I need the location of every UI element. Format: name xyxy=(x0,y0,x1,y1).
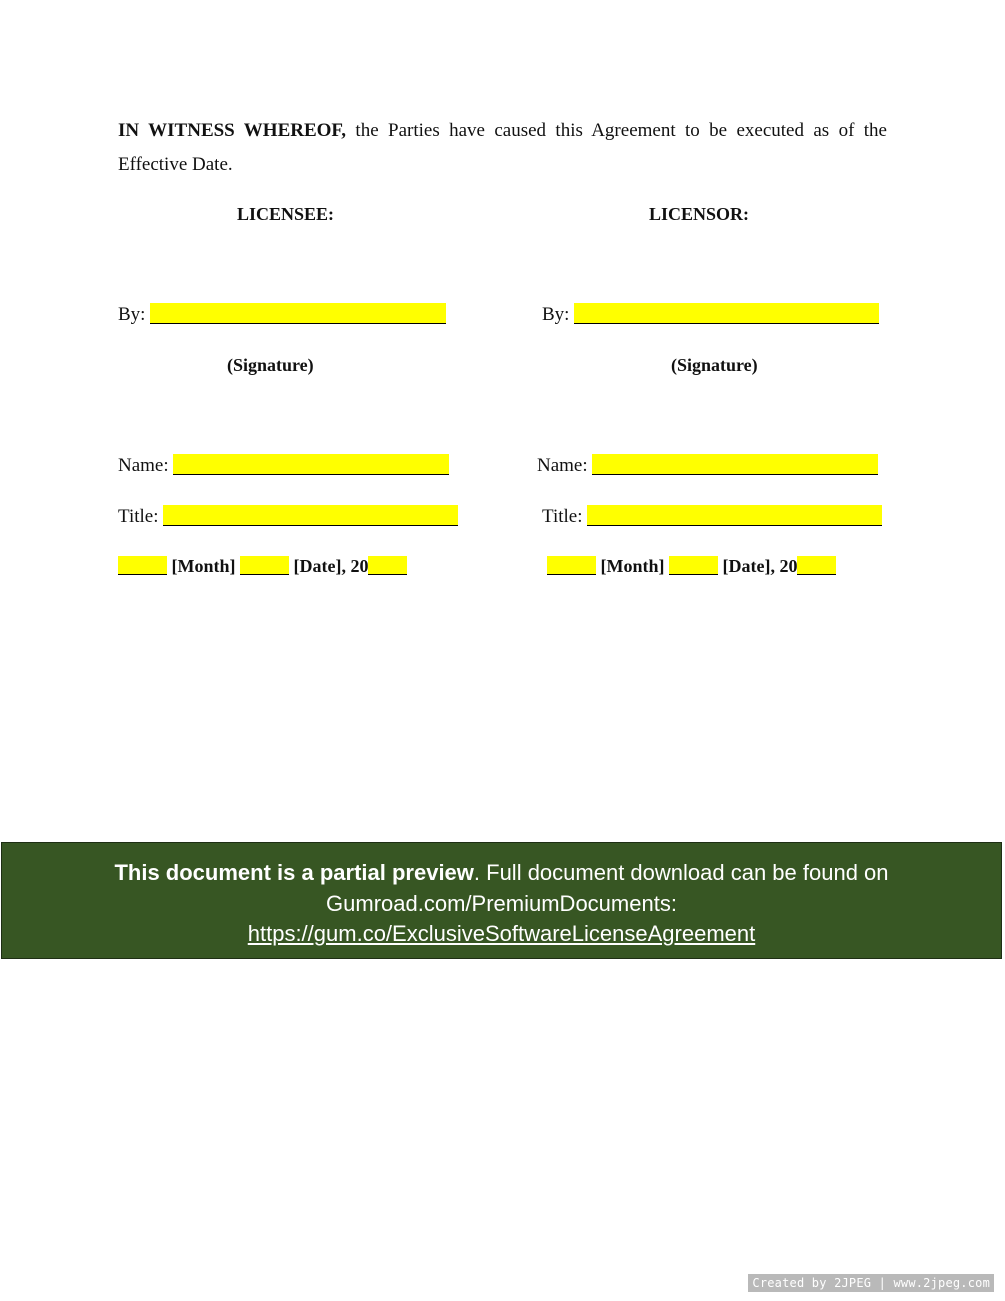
licensor-by-line xyxy=(542,303,879,326)
licensee-title-line xyxy=(118,505,458,528)
licensor-name-label: Name: xyxy=(537,455,588,476)
licensee-day-field[interactable] xyxy=(240,556,289,575)
licensee-year-field[interactable] xyxy=(368,556,407,575)
licensor-date-label: [Date], 20 xyxy=(722,556,798,576)
licensee-date-label: [Date], 20 xyxy=(293,556,369,576)
licensor-day-field[interactable] xyxy=(669,556,718,575)
licensor-heading: LICENSOR: xyxy=(649,204,750,224)
witness-paragraph xyxy=(118,114,887,182)
watermark-footer: Created by 2JPEG | www.2jpeg.com xyxy=(748,1274,994,1292)
licensee-month-field[interactable] xyxy=(118,556,167,575)
licensee-title-field[interactable] xyxy=(163,505,458,526)
banner-link[interactable]: https://gum.co/ExclusiveSoftwareLicenseAgreement xyxy=(247,921,756,946)
licensor-title-label: Title: xyxy=(542,506,583,527)
preview-banner xyxy=(1,842,1002,959)
licensor-title-field[interactable] xyxy=(587,505,882,526)
witness-bold: IN WITNESS WHEREOF, xyxy=(118,120,347,141)
witness-text: the Parties have caused this Agreement to be executed as of the Effective Date. xyxy=(118,120,887,175)
licensee-name-field[interactable] xyxy=(173,454,449,475)
licensor-by-field[interactable] xyxy=(574,303,879,324)
licensee-date-line xyxy=(118,556,407,577)
licensee-by-field[interactable] xyxy=(150,303,446,324)
banner-line-1 xyxy=(2,858,1001,889)
licensee-month-label: [Month] xyxy=(171,556,236,576)
banner-text: . Full document download can be found on xyxy=(473,860,889,885)
licensor-by-label: By: xyxy=(542,304,570,325)
licensor-signature-label: (Signature) xyxy=(671,355,758,375)
licensee-title-label: Title: xyxy=(118,506,159,527)
licensor-month-field[interactable] xyxy=(547,556,596,575)
banner-line-2: Gumroad.com/PremiumDocuments: xyxy=(326,890,677,916)
licensor-title-line xyxy=(542,505,882,528)
licensee-name-label: Name: xyxy=(118,455,169,476)
licensee-signature-label: (Signature) xyxy=(227,355,314,375)
banner-bold-text: This document is a partial preview xyxy=(114,860,474,885)
licensee-by-label: By: xyxy=(118,304,146,325)
licensor-name-field[interactable] xyxy=(592,454,878,475)
licensor-year-field[interactable] xyxy=(797,556,836,575)
licensee-by-line xyxy=(118,303,446,326)
licensor-name-line xyxy=(537,454,878,477)
licensee-name-line xyxy=(118,454,449,477)
licensor-month-label: [Month] xyxy=(600,556,665,576)
licensee-heading: LICENSEE: xyxy=(237,204,335,224)
licensor-date-line xyxy=(547,556,836,577)
